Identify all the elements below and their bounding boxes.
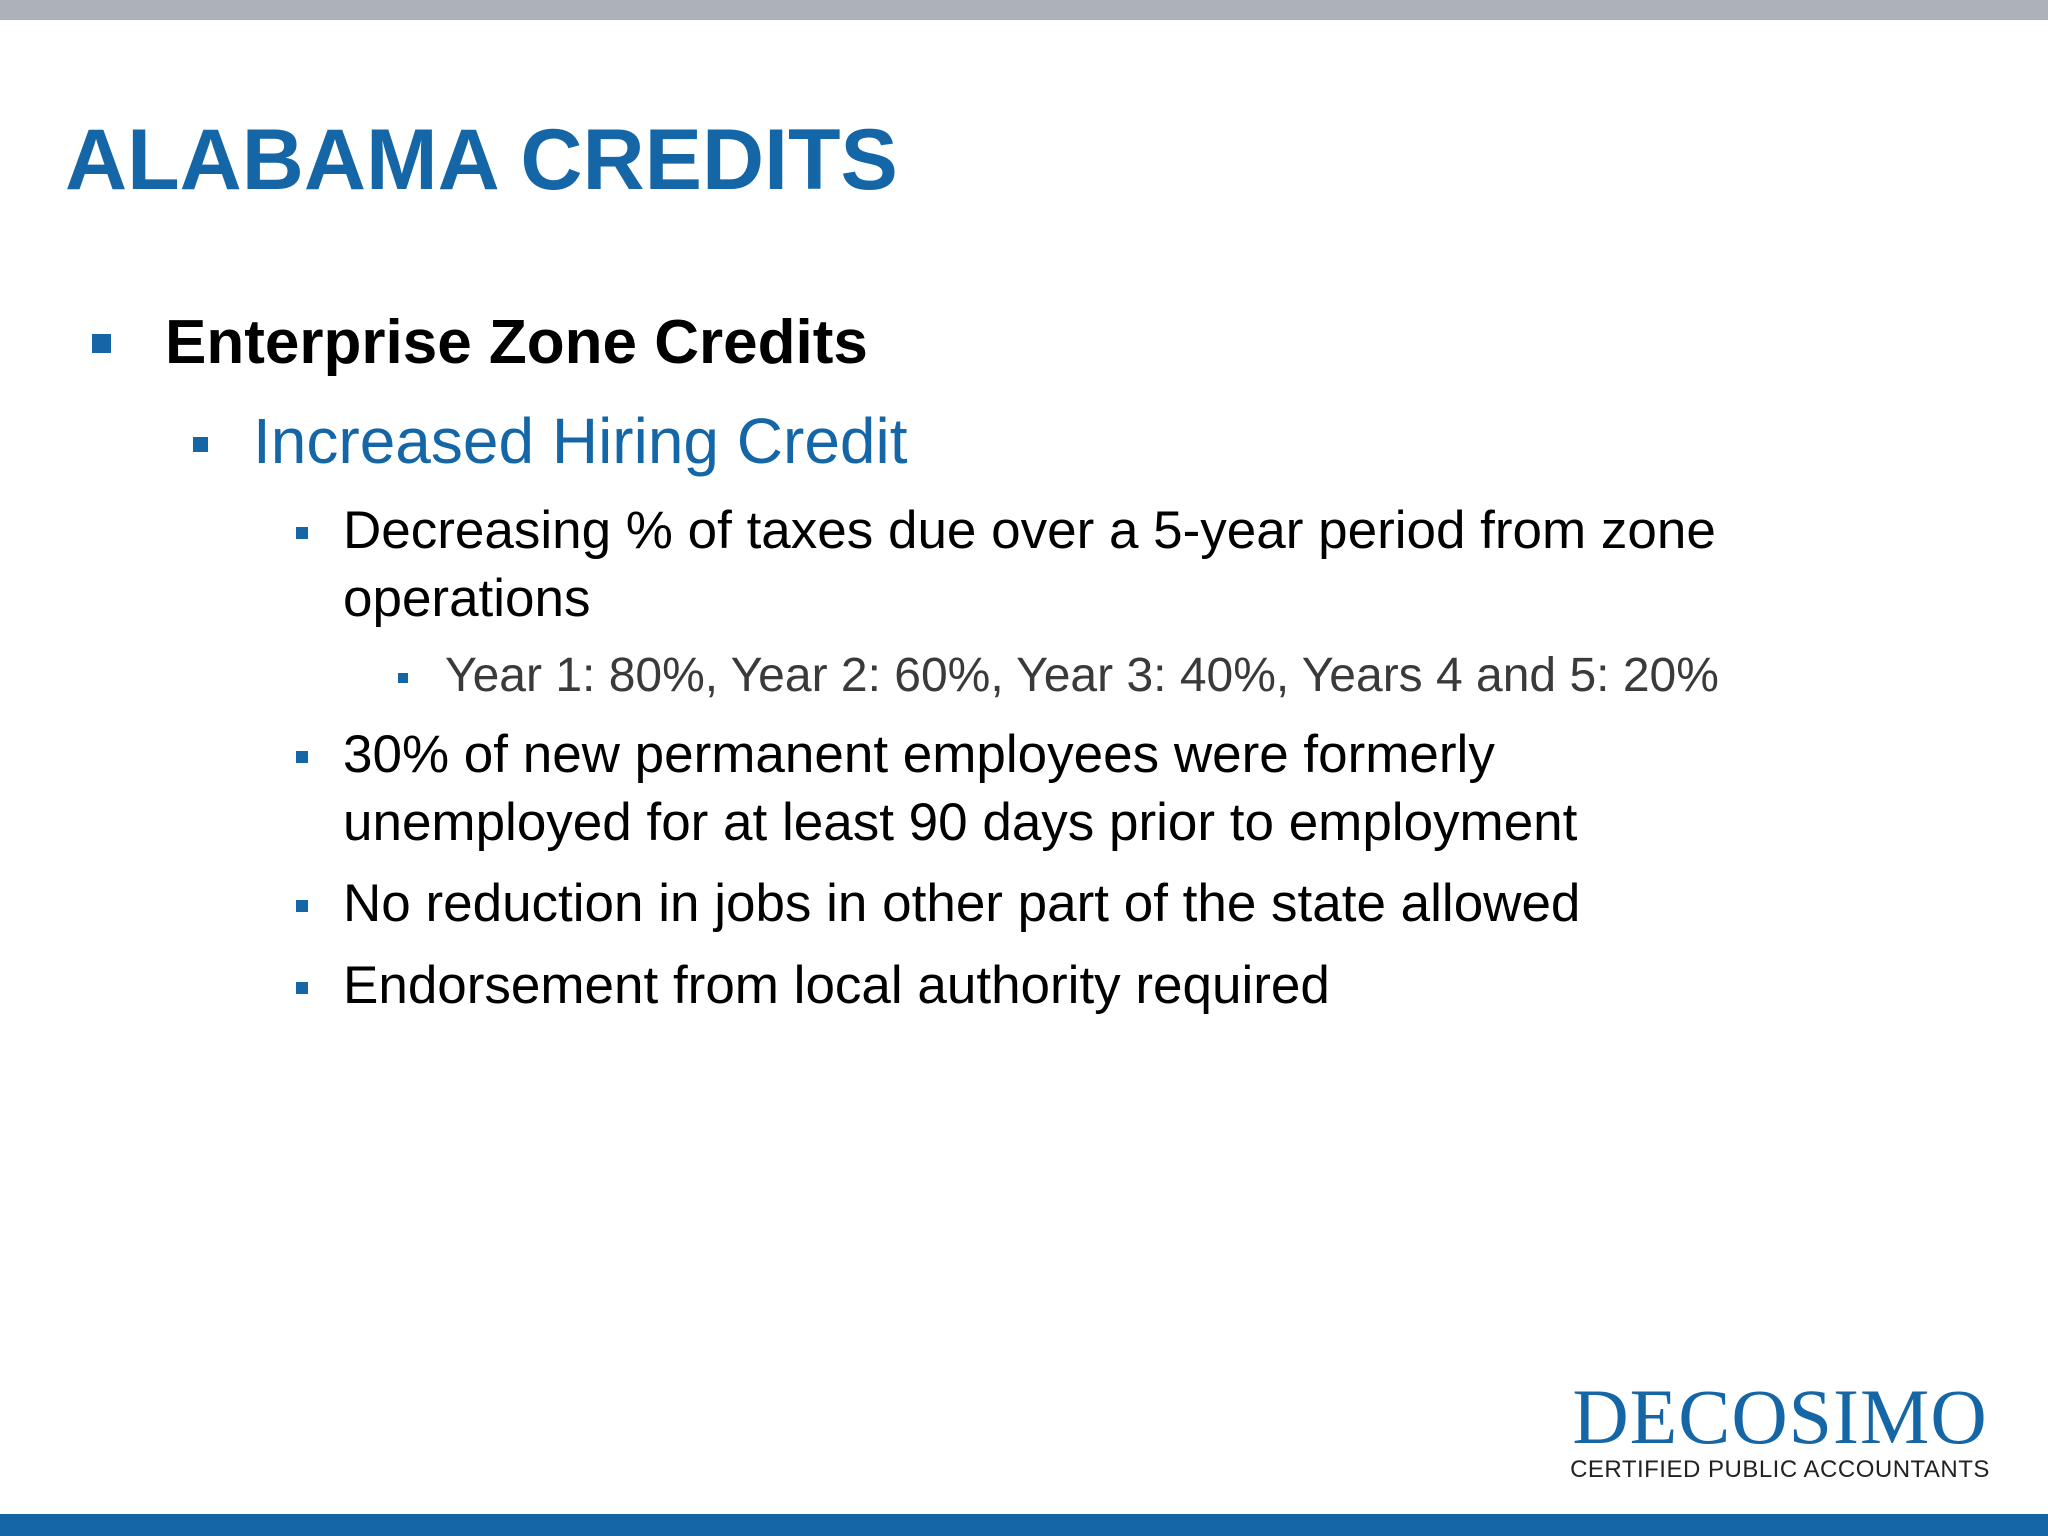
square-bullet-icon: [296, 527, 308, 539]
square-bullet-icon: [193, 437, 208, 452]
bullet-formerly-unemployed: [343, 721, 1577, 857]
square-bullet-icon: [296, 982, 308, 994]
bullet-decreasing-taxes: [343, 497, 1716, 633]
bullet-no-reduction-in-jobs: No reduction in jobs in other part of the state allowed: [343, 874, 1581, 933]
bullet-decreasing-taxes-line2: operations: [343, 569, 591, 628]
logo-tagline: CERTIFIED PUBLIC ACCOUNTANTS: [1570, 1456, 1990, 1483]
top-accent-bar: [0, 0, 2048, 20]
company-logo: [1570, 1373, 1990, 1483]
logo-wordmark: DECOSIMO: [1572, 1373, 1988, 1460]
bullet-year-percentages: Year 1: 80%, Year 2: 60%, Year 3: 40%, Years 4 and 5: 20%: [445, 649, 1719, 702]
bullet-decreasing-taxes-line1: Decreasing % of taxes due over a 5-year period from zone: [343, 501, 1716, 560]
square-bullet-icon: [296, 751, 308, 763]
square-bullet-icon: [398, 673, 408, 683]
bullet-enterprise-zone-credits: Enterprise Zone Credits: [165, 308, 868, 377]
bullet-formerly-unemployed-line1: 30% of new permanent employees were formerly: [343, 725, 1495, 784]
slide-title: ALABAMA CREDITS: [65, 112, 898, 208]
square-bullet-icon: [92, 334, 111, 353]
square-bullet-icon: [296, 900, 308, 912]
bullet-formerly-unemployed-line2: unemployed for at least 90 days prior to employment: [343, 793, 1578, 852]
bottom-accent-bar: [0, 1514, 2048, 1536]
bullet-endorsement-required: Endorsement from local authority required: [343, 956, 1330, 1015]
bullet-increased-hiring-credit: Increased Hiring Credit: [253, 405, 908, 477]
